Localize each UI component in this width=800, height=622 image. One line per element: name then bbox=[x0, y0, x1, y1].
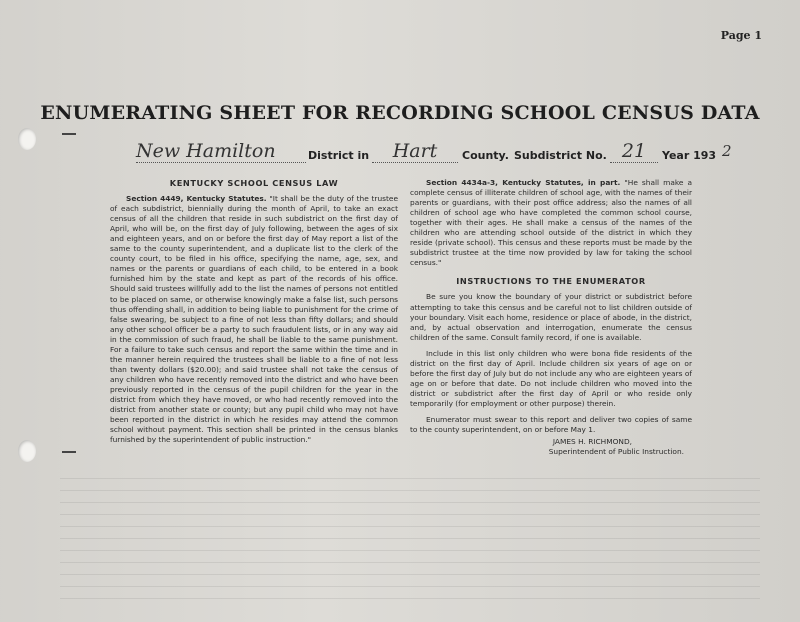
signature-title: Superintendent of Public Instruction. bbox=[548, 447, 684, 457]
instruction-paragraph-3: Enumerator must swear to this report and deliver two copies of same to the county superintendent, on or before May 1. bbox=[410, 414, 692, 435]
right-column bbox=[410, 178, 692, 457]
county-field: Hart bbox=[372, 140, 458, 163]
binder-hole-bottom bbox=[18, 440, 36, 462]
subdistrict-label: Subdistrict No. bbox=[514, 149, 607, 162]
district-name-field: New Hamilton bbox=[136, 140, 306, 163]
page-number: Page 1 bbox=[720, 29, 762, 42]
instruction-paragraph-2: Include in this list only children who were bona fide residents of the district on the first day of April. Include children six years of age on or before the first day of July but do not include any who are eighteen years of age on or before that date. Do not include children who moved into the district or subdistrict after the first day of April or who reside only temporarily (for employment or other purpose) therein. bbox=[410, 348, 692, 408]
section-4449-text: "It shall be the duty of the trustee of each subdistrict, biennially during the month of April, to take an exact census of all the children that reside in such subdistrict on the first day of April, who will be, on the first day of July following, between the ages of six and eighteen years, and on or before the first day of May report a list of the same to the county superintendent, and a duplicate list to the clerk of the county court, to be filed in his office, specifying the name, age, sex, and names or the parents or guardians of each child, to be entered in a book furnished him by the state and kept as part of the records of his office. Should said trustees willfully add to the list the names of persons not entitled to be placed on same, or otherwise knowingly make a false list, such persons thus offending shall, in addition to being liable to punishment for the crime of false swearing, be subject to a fine of not less than fifty dollars; and should any other school officer be a party to such fraudulent lists, or in any way aid in the commission of such fraud, he shall be liable to the same punishment. For a failure to take such census and report the same within the time and in the manner herein required the trustees shall be liable to a fine of not less than twenty dollars ($20.00); and said trustee shall not take the census of any children who have recently removed into the district and who have been previously reported in the census of the pupil children for the year in the district from which they have moved, or who had recently removed into the district from another state or county; but any pupil child who may not have been reported in the district in which he resides may attend the common school without payment. This section shall be printed in the census blanks furnished by the superintendent of public instruction." bbox=[110, 194, 398, 445]
left-column bbox=[110, 178, 398, 451]
census-law-paragraph bbox=[110, 194, 398, 445]
year-field: 2 bbox=[722, 142, 732, 160]
subdistrict-field: 21 bbox=[610, 140, 658, 163]
section-4449-label: Section 4449, Kentucky Statutes. bbox=[126, 194, 267, 204]
instruction-paragraph-1: Be sure you know the boundary of your district or subdistrict before attempting to take this census and be careful not to list children outside of your boundary. Visit each home, residence or place of abode, in the district, and, by actual observation and interrogation, enumerate the census children of the same. Consult family record, if one is available. bbox=[410, 292, 692, 342]
county-label: County. bbox=[462, 149, 509, 162]
margin-mark-top bbox=[62, 133, 76, 135]
section-4434-label: Section 4434a-3, Kentucky Statutes, in part. bbox=[426, 178, 621, 187]
bleed-through-lines bbox=[60, 470, 760, 610]
district-label: District in bbox=[308, 149, 370, 162]
census-law-heading: KENTUCKY SCHOOL CENSUS LAW bbox=[169, 178, 339, 188]
section-4434-text: "He shall make a complete census of illiterate children of school age, with the names of their parents or guardians, with their post office address; also the names of all children of school age who have completed the common school course, together with their ages. He shall make a census of the names of the children who are attending school outside of the district in which they reside (private school). This census and these reports must be made by the subdistrict trustee at the time now provided by law for taking the school census." bbox=[410, 178, 693, 268]
instructions-heading: INSTRUCTIONS TO THE ENUMERATOR bbox=[456, 276, 646, 287]
census-form-line bbox=[130, 140, 732, 166]
year-label: Year 193 bbox=[662, 149, 717, 162]
section-4434-paragraph bbox=[410, 178, 692, 268]
binder-hole-top bbox=[18, 128, 36, 150]
margin-mark-bottom bbox=[62, 451, 76, 453]
signature-name: JAMES H. RICHMOND, bbox=[552, 437, 632, 447]
page-title: ENUMERATING SHEET FOR RECORDING SCHOOL CENSUS DATA bbox=[40, 102, 760, 124]
